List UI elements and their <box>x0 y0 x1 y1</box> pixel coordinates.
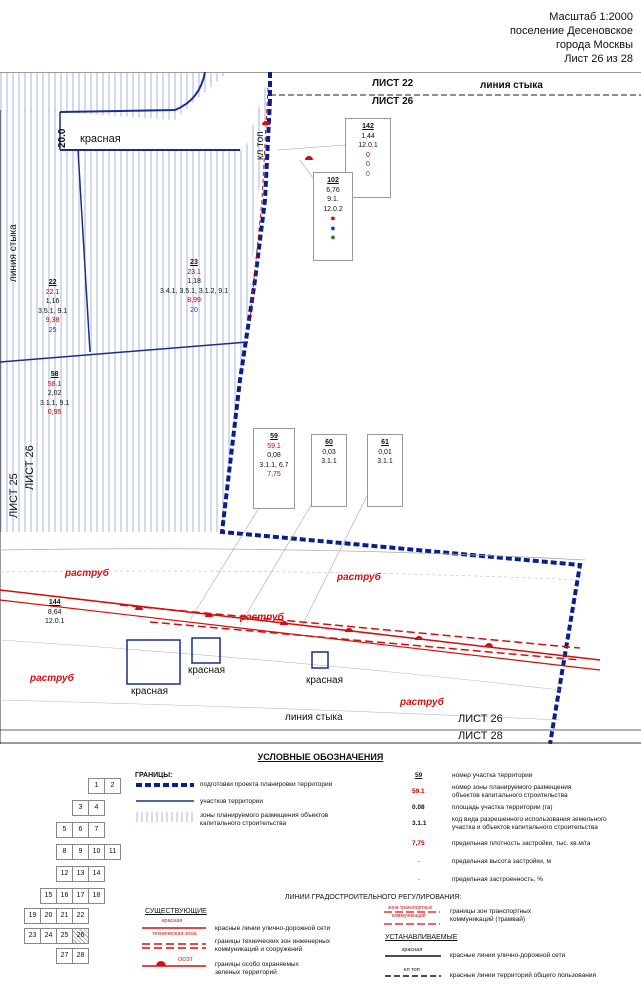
parcel-area: 6,76 <box>326 186 340 194</box>
zone-value-blue: 0 <box>366 161 370 168</box>
use-code: 3.1.1 <box>377 458 393 465</box>
legend-set-common: красные линии территорий общего пользования <box>450 972 596 979</box>
rastrub-label-4: раструб <box>30 673 74 684</box>
density: 7,75 <box>267 471 281 478</box>
sheet-cell: 16 <box>56 888 73 904</box>
sheet-cell: 14 <box>88 866 105 882</box>
sheet-cell: 10 <box>88 844 105 860</box>
sheet-cell-current: 26 <box>72 928 89 944</box>
parcel-number: 58 <box>50 371 59 378</box>
parcel-number: 23 <box>190 259 198 266</box>
boundary-symbols <box>136 782 196 837</box>
sheet-22-label: ЛИСТ 22 <box>372 78 414 89</box>
parcel-number: 142 <box>362 123 374 130</box>
parcel-number: 22 <box>48 279 57 286</box>
sheet-cell: 3 <box>72 800 89 816</box>
red-line-label-1: красная <box>131 686 168 697</box>
oozt-marker <box>415 636 423 640</box>
color-dot-green: ● <box>330 232 336 242</box>
parcel-number: 144 <box>48 599 61 606</box>
parcel-number: 102 <box>327 177 339 184</box>
corridor-edge-3 <box>0 640 560 690</box>
legend-project-boundary: подготовки проекта планировки территории <box>200 781 333 788</box>
sheet-cell: 2 <box>104 778 121 794</box>
sheet-cell: 7 <box>88 822 105 838</box>
zone-number: 58.1 <box>47 380 62 388</box>
sheet-cell: 27 <box>56 948 73 964</box>
use-code: 3.4.1, 3.5.1, 3.1.2, 9.1 <box>160 287 229 295</box>
legend-oozt-1: границы особо охраняемых <box>215 961 299 968</box>
parcel-22-info <box>38 278 67 335</box>
sheet-cell: 15 <box>40 888 57 904</box>
legend-parcel-boundary: участков территории <box>200 798 264 805</box>
sheet-cell: 13 <box>72 866 89 882</box>
set-kltop-tag: кл топ <box>404 967 420 973</box>
oozt-marker <box>345 628 353 632</box>
legend-transport-2: коммуникаций (трамвай) <box>450 916 526 923</box>
sheet-cell: 11 <box>104 844 121 860</box>
parcel-60-card <box>311 434 347 507</box>
road-width-label: 20.0 <box>57 128 68 148</box>
settlement-label: поселение Десеновское <box>509 25 633 37</box>
parcel-61-card <box>367 434 403 507</box>
sheet-cell: 20 <box>40 908 57 924</box>
set-red-tag: красная <box>402 947 423 953</box>
leader-60 <box>240 490 320 625</box>
sheet-cell: 23 <box>24 928 41 944</box>
use-code: 3.1.1, 6.7 <box>259 461 289 469</box>
zone-value-green: 0 <box>366 170 370 178</box>
height: 20 <box>190 306 198 314</box>
parcel-number: 60 <box>325 439 333 446</box>
legend-coverage: предельная застроенность, % <box>452 876 543 883</box>
sheet-28-label: ЛИСТ 28 <box>458 730 503 742</box>
legend-tech-zones-1: границы технических зон инженерных <box>215 938 331 945</box>
legend-zone-num-1: номер зоны планируемого размещения <box>452 784 572 791</box>
sheet-25-label: ЛИСТ 25 <box>8 473 20 518</box>
color-dot-blue: ● <box>330 222 336 233</box>
building-1 <box>127 640 180 684</box>
rastrub-label-2: раструб <box>337 572 381 583</box>
parcel-number: 59 <box>270 433 278 440</box>
rastrub-label-1: раструб <box>65 568 109 579</box>
sheet-cell: 19 <box>24 908 41 924</box>
sheet-cell: 25 <box>56 928 73 944</box>
sheet-cell: 9 <box>72 844 89 860</box>
parcel-number: 61 <box>381 439 389 446</box>
legend-zone-boundary-1: зоны планируемого размещения объектов <box>200 812 329 819</box>
existing-tech-tag: техническая зона <box>152 931 197 937</box>
regulation-heading: ЛИНИИ ГРАДОСТРОИТЕЛЬНОГО РЕГУЛИРОВАНИЯ: <box>285 894 462 901</box>
parcel-area: 0,08 <box>267 452 281 459</box>
red-line-label-2: красная <box>188 665 225 676</box>
leader-142 <box>278 145 345 150</box>
legend-set-red: красные линии улично-дорожной сети <box>450 952 566 959</box>
sheet-cell: 5 <box>56 822 73 838</box>
oozt-marker <box>485 643 493 647</box>
leader-61 <box>300 490 370 630</box>
sheet-cell: 22 <box>72 908 89 924</box>
zone-number: 22.1 <box>45 288 60 296</box>
existing-heading: СУЩЕСТВУЮЩИЕ <box>145 908 207 915</box>
legend-zone-num-2: объектов капитального строительства <box>452 792 568 799</box>
rastrub-label-5: раструб <box>400 697 444 708</box>
existing-line-symbols <box>140 916 210 996</box>
joint-line-label-left: линия стыка <box>8 224 19 282</box>
sheet-cell: 21 <box>56 908 73 924</box>
legend-sample-area: 0.08 <box>412 804 425 811</box>
zone-number: 59.1 <box>267 442 281 450</box>
legend-sample-coverage: - <box>418 876 421 883</box>
legend-code-1: код вида разрешенного использования земельного <box>452 816 607 823</box>
use-code: 3.1.1, 9.1 <box>40 399 70 407</box>
density: 8,99 <box>187 297 201 304</box>
legend-area: площадь участка территории (га) <box>452 804 553 811</box>
joint-line-label-bottom: линия стыка <box>285 712 343 723</box>
legend-sample-parcel-num: 59 <box>415 772 423 779</box>
use-code: 12.0.1 <box>358 142 378 149</box>
density: 9,38 <box>45 317 60 324</box>
use-code: 9.1. <box>327 196 339 203</box>
sheet-cell: 6 <box>72 822 89 838</box>
city-label: города Москвы <box>556 39 633 51</box>
sheet-cell: 24 <box>40 928 57 944</box>
red-line-label-top: красная <box>80 133 121 145</box>
parcel-59-card <box>253 428 295 509</box>
sheet-cell: 17 <box>72 888 89 904</box>
legend-zone-boundary-2: капитального строительства <box>200 820 287 827</box>
zone-value-red: 0 <box>366 151 370 159</box>
parcel-23-info <box>160 258 228 315</box>
legend-tech-zones-2: коммуникаций и сооружений <box>215 946 303 953</box>
parcel-area: 1,44 <box>361 132 375 140</box>
scale-label: Масштаб 1:2000 <box>549 11 633 23</box>
legend-parcel-num: номер участка территории <box>452 772 533 779</box>
parcel-58-info <box>40 370 69 418</box>
parcel-area: 8,64 <box>47 608 62 616</box>
legend-transport-1: границы зон транспортных <box>450 908 532 915</box>
height: 25 <box>48 326 57 334</box>
set-heading: УСТАНАВЛИВАЕМЫЕ <box>385 934 458 941</box>
legend-sample-zone-num: 59.1 <box>412 788 425 795</box>
sheet-26-label-bottom: ЛИСТ 26 <box>458 713 503 725</box>
transport-tag-2: коммуникаций <box>392 913 426 919</box>
legend-oozt-2: зеленых территорий <box>215 969 277 976</box>
sheet-26-label-left: ЛИСТ 26 <box>24 445 36 490</box>
use-code: 3.1.1 <box>321 458 337 465</box>
legend-sample-density: 7,75 <box>412 840 425 847</box>
sheet-cell: 12 <box>56 866 73 882</box>
use-code: 12.0.1 <box>45 618 65 625</box>
sheet-cell: 28 <box>72 948 89 964</box>
legend-title: УСЛОВНЫЕ ОБОЗНАЧЕНИЯ <box>257 752 384 762</box>
use-code: 3.5.1, 9.1 <box>38 307 68 315</box>
red-line-1 <box>0 590 600 660</box>
sheet-cell: 18 <box>88 888 105 904</box>
building-2 <box>192 638 220 663</box>
sheet-header <box>510 10 633 66</box>
rastrub-label-3: раструб <box>240 612 284 623</box>
project-boundary <box>222 100 580 744</box>
sheet-cell: 4 <box>88 800 105 816</box>
boundaries-heading: ГРАНИЦЫ: <box>135 772 173 779</box>
oozt-marker <box>305 156 313 160</box>
parcel-102-card <box>313 172 353 261</box>
parcel-area: 1,18 <box>187 278 201 285</box>
existing-oozt-tag: ООЗТ <box>178 957 194 963</box>
parcel-area: 1,16 <box>45 298 60 305</box>
sheet-number-label: Лист 26 из 28 <box>564 53 633 65</box>
sheet-cell: 8 <box>56 844 73 860</box>
legend-panel <box>0 744 641 1000</box>
zone-number: 23.1 <box>187 268 201 276</box>
color-dot-red: ● <box>330 213 336 223</box>
transport-tag-1: зона транспортных <box>388 905 433 911</box>
legend-sample-code: 3.1.1 <box>412 820 427 827</box>
joint-line-label-top: линия стыка <box>480 80 543 91</box>
parcel-144-info <box>45 598 64 627</box>
use-code: 12.0.2 <box>323 205 343 213</box>
density: 0,95 <box>47 409 62 416</box>
parcel-area: 0,01 <box>378 448 392 456</box>
legend-existing-red: красные линии улично-дорожной сети <box>215 925 331 932</box>
red-line-label-3: красная <box>306 675 343 686</box>
legend-sample-height: - <box>418 858 421 865</box>
sheet-26-label-top: ЛИСТ 26 <box>372 96 414 107</box>
legend-height: предельная высота застройки, м <box>452 858 551 865</box>
legend-code-2: участка и объектов капитального строительства <box>452 824 598 831</box>
kl-top-label: кл топ <box>255 131 266 160</box>
parcel-area: 2,02 <box>47 390 62 397</box>
parcel-area: 0,03 <box>322 448 336 456</box>
sheet-cell: 1 <box>88 778 105 794</box>
legend-density: предельная плотность застройки, тыс. кв.м/га <box>452 840 591 847</box>
existing-red-tag: красная <box>162 918 183 924</box>
